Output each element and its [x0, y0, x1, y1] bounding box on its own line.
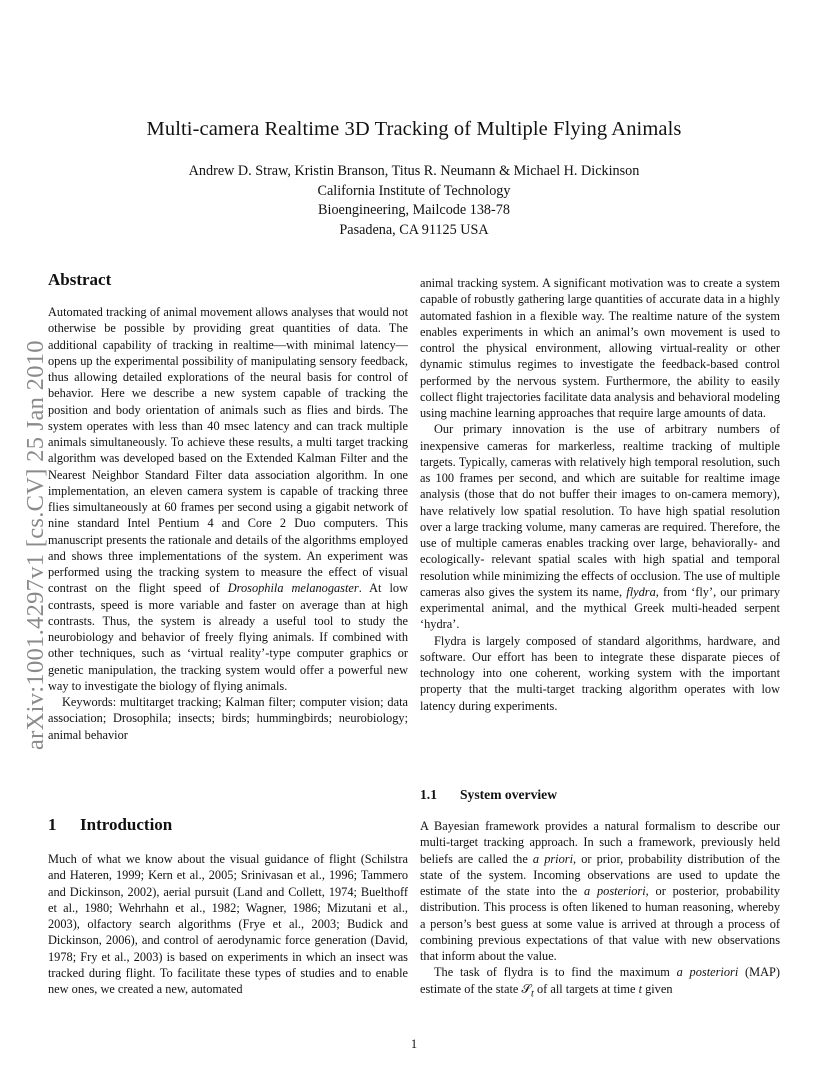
paper-title: Multi-camera Realtime 3D Tracking of Multiple Flying Animals [146, 118, 682, 140]
overview-paragraph: The task of flydra is to find the maximum a posteriori (MAP) estimate of the state 𝒮$_t$ of all targets at time t given [420, 965, 780, 999]
page-number: 1 [410, 1037, 418, 1051]
abstract-body [48, 304, 408, 743]
subsection-title: System overview [460, 787, 558, 802]
subsection-heading-system-overview [420, 787, 557, 803]
intro-paragraph: Much of what we know about the visual guidance of flight (Schilstra and Hateren, 1999; Kern et al., 2005; Srinivasan et al., 1996; Tammero and Dickinson, 2002), aerial pursuit (Land and Collett, 1974; Buelthoff et al., 1980; Wehrhahn et al., 1982; Wagner, 1986; Mizutani et al., 2003), olfactory search algorithms (Frye et al., 2003; Budick and Dickinson, 2006), and control of aerodynamic force generation (David, 1978; Fry et al., 2003) is based on experiments in which an insect was tracked during flight. To facilitate these types of studies and to enable new ones, we created a new, automated [48, 852, 408, 996]
introduction-body-left [48, 851, 408, 997]
keywords-paragraph: Keywords: multitarget tracking; Kalman filter; computer vision; data association; Drosophila; insects; birds; hummingbirds; neurobiology; animal behavior [48, 695, 408, 742]
subsection-number: 1.1 [420, 787, 437, 802]
abstract-paragraph: Automated tracking of animal movement allows analyses that would not otherwise be possible by providing great quantities of data. The additional capability of tracking in realtime—with minimal latency—opens up the experimental possibility of manipulating sensory feedback, thus allowing detailed explorations of the neural basis for control of behavior. Here we describe a new system capable of tracking the position and body orientation of animals such as flies and birds. The system operates with less than 40 msec latency and can track multiple animals simultaneously. To achieve these results, a multi target tracking algorithm was developed based on the Extended Kalman Filter and the Nearest Neighbor Standard Filter data association algorithm. In one implementation, an eleven camera system is capable of tracking three flies simultaneously at 60 frames per second using a gigabit network of nine standard Intel Pentium 4 and Core 2 Duo computers. This manuscript presents the rationale and details of the algorithms employed and shows three implementations of the system. An experiment was performed using the tracking system to measure the effect of visual contrast on the flight speed of Drosophila melanogaster. At low contrasts, speed is more variable and faster on average than at high contrasts. Thus, the system is already a useful tool to study the neurobiology and behavior of freely flying animals. If combined with other techniques, such as ‘virtual reality’-type computer graphics or genetic manipulation, the tracking system would offer a powerful new way to investigate the biology of flying animals. [48, 305, 408, 693]
section-title: Introduction [80, 815, 173, 834]
intro-paragraph: Flydra is largely composed of standard algorithms, hardware, and software. Our effort has been to integrate these disparate pieces of technology into one coherent, working system with the important property that the multi-target tracking algorithm operates with low latency during experiments. [420, 633, 780, 713]
overview-paragraph: A Bayesian framework provides a natural formalism to describe our multi-target tracking approach. In such a framework, previously held beliefs are called the a priori, or prior, probability distribution of the state of the system. Incoming observations are used to update the estimate of the state into the a posteriori, or posterior, probability distribution. This process is often likened to human reasoning, whereby a person’s best guess at some value is arrived at through a process of combining previous expectations of that value with new observations that inform about the value. [420, 819, 781, 963]
abstract-heading: Abstract [48, 270, 112, 289]
system-overview-body [420, 818, 780, 1002]
intro-paragraph-continued: animal tracking system. A significant motivation was to create a system capable of robustly gathering large quantities of accurate data in a highly automated fashion in a flexible way. The realtime nature of the system enables experiments in which an animal’s own movement is used to control the physical environment, allowing virtual-reality or other dynamic stimulus regimes to investigate the feedback-based control performed by the nervous system. Furthermore, the ability to easily collect flight trajectories facilitate data analysis and behavioral modeling using machine learning approaches that require large amounts of data. [420, 276, 781, 420]
affiliation-line: Pasadena, CA 91125 USA [339, 221, 489, 238]
state-symbol: 𝒮 [521, 981, 532, 996]
affiliation-line: Bioengineering, Mailcode 138-78 [318, 202, 510, 218]
author-names: Andrew D. Straw, Kristin Branson, Titus R. Neumann & Michael H. Dickinson [188, 163, 640, 179]
author-block [0, 162, 828, 240]
section-heading-introduction [48, 815, 172, 835]
intro-paragraph: Our primary innovation is the use of arbitrary numbers of inexpensive cameras for markerless, realtime tracking of multiple targets. Typically, cameras with relatively high temporal resolution, such as 100 frames per second, and which are suitable for realtime image analysis (those that do not buffer their images to on-camera memory), have relatively low spatial resolution. To have high spatial resolution over a large tracking volume, many cameras are required. Therefore, the use of multiple cameras enables tracking over large, behaviorally- and ecologically- relevant spatial scales with high spatial and temporal resolution while minimizing the effects of occlusion. The use of multiple cameras also gives the system its name, flydra, from ‘fly’, our primary experimental animal, and the mythical Greek multi-headed serpent ‘hydra’. [420, 422, 780, 632]
affiliation-line: California Institute of Technology [317, 182, 511, 199]
arxiv-stamp: arXiv:1001.4297v1 [cs.CV] 25 Jan 2010 [22, 340, 49, 750]
section-number: 1 [48, 815, 57, 834]
introduction-body-right [420, 275, 780, 714]
